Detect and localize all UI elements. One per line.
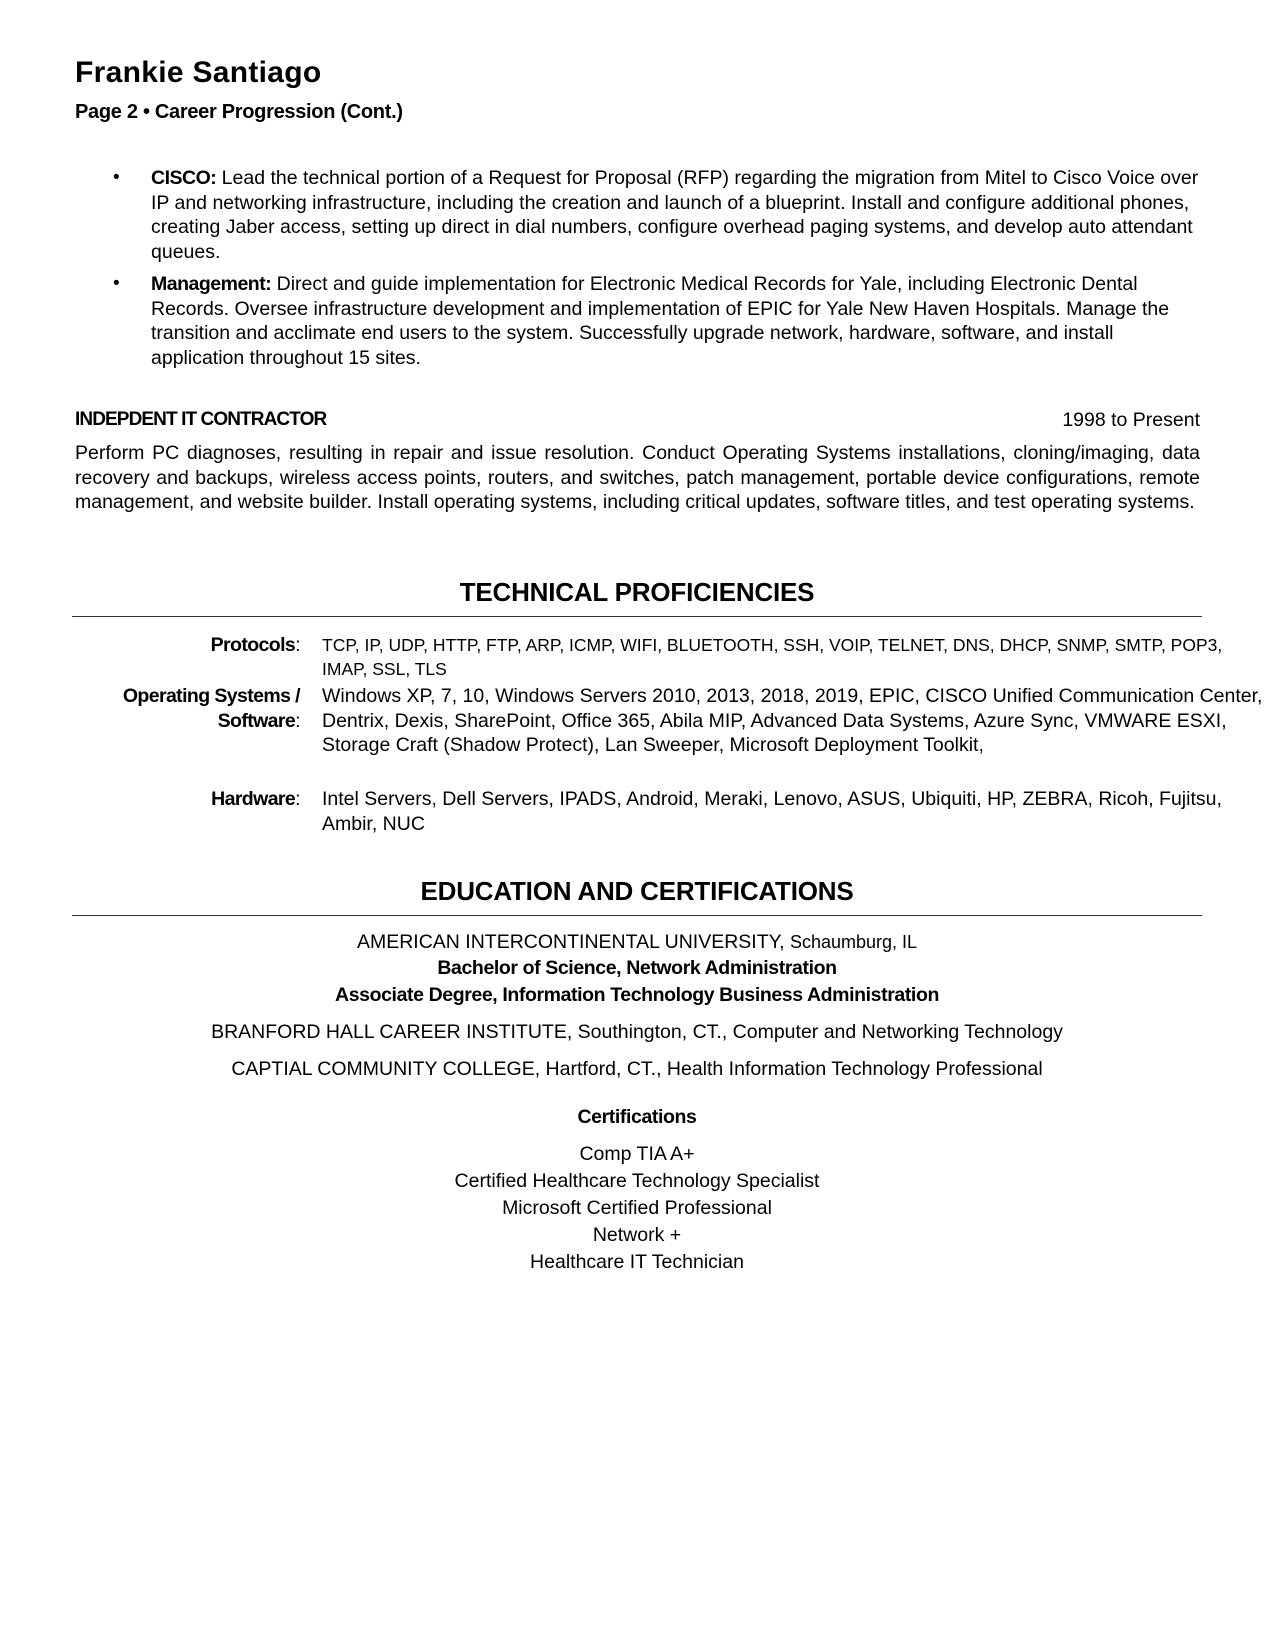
hardware-label: Hardware: xyxy=(211,788,300,810)
certification-item: Microsoft Certified Professional xyxy=(502,1197,772,1219)
career-bullets xyxy=(75,166,1205,378)
certifications-heading: Certifications xyxy=(577,1106,697,1128)
os-software-label: Operating Systems / Software: xyxy=(122,685,300,732)
hardware-value: Intel Servers, Dell Servers, IPADS, Android, Meraki, Lenovo, ASUS, Ubiquiti, HP, ZEBRA, Ricoh, Fujitsu, Ambir, NUC xyxy=(322,788,1222,835)
os-software-value: Windows XP, 7, 10, Windows Servers 2010, 2013, 2018, 2019, EPIC, CISCO Unified Communication Center, Dentrix, Dexis, SharePoint, Office 365, Abila MIP, Advanced Data Systems, Azure Sync, VMWARE ESXI, Storage Craft (Shadow Protect), Lan Sweeper, Microsoft Deployment Toolkit, xyxy=(322,685,1263,756)
certification-item: Comp TIA A+ xyxy=(579,1143,695,1165)
bullet-text: Lead the technical portion of a Request for Proposal (RFP) regarding the migration from Mitel to Cisco Voice over IP and networking infrastructure, including the creation and launch of a blueprint. Install and configure additional phones, creating Jaber access, setting up direct in dial numbers, configure overhead paging systems, and develop auto attendant queues. xyxy=(151,167,1199,263)
certification-item: Network + xyxy=(592,1224,682,1246)
education-heading: EDUCATION AND CERTIFICATIONS xyxy=(420,876,854,906)
protocols-label: Protocols: xyxy=(210,634,300,656)
certification-item: Healthcare IT Technician xyxy=(530,1251,744,1273)
certification-item: Certified Healthcare Technology Specialist xyxy=(454,1170,820,1192)
page-subtitle: Page 2 • Career Progression (Cont.) xyxy=(75,101,403,123)
technical-heading: TECHNICAL PROFICIENCIES xyxy=(459,577,815,607)
job-title: INDEPDENT IT CONTRACTOR xyxy=(75,409,327,430)
bullet-label: CISCO: xyxy=(151,167,217,189)
school-capital: CAPTIAL COMMUNITY COLLEGE, Hartford, CT., Health Information Technology Professional xyxy=(231,1058,1043,1080)
job-header xyxy=(75,409,1200,435)
degree-bachelor: Bachelor of Science, Network Administration xyxy=(437,957,837,979)
job-description: Perform PC diagnoses, resulting in repair and issue resolution. Conduct Operating Systems installations, cloning/imaging, data recovery and backups, wireless access points, routers, and switches, patch management, portable device configurations, remote management, and website builder. Install operating systems, including critical updates, software titles, and test operating systems. xyxy=(75,442,1200,513)
aiu-line xyxy=(72,931,1202,954)
school-name: AMERICAN INTERCONTINENTAL UNIVERSITY, xyxy=(356,931,785,953)
candidate-name: Frankie Santiago xyxy=(75,56,322,89)
section-divider xyxy=(72,616,1202,617)
school-branford: BRANFORD HALL CAREER INSTITUTE, Southington, CT., Computer and Networking Technology xyxy=(211,1021,1063,1043)
job-dates: 1998 to Present xyxy=(1062,409,1200,431)
bullet-icon: • xyxy=(113,167,120,188)
degree-associate: Associate Degree, Information Technology Business Administration xyxy=(335,984,939,1006)
section-divider xyxy=(72,915,1202,916)
bullet-management xyxy=(75,272,1205,370)
bullet-icon: • xyxy=(113,273,120,294)
school-location: Schaumburg, IL xyxy=(789,932,918,952)
bullet-label: Management: xyxy=(151,273,272,295)
protocols-value: TCP, IP, UDP, HTTP, FTP, ARP, ICMP, WIFI, BLUETOOTH, SSH, VOIP, TELNET, DNS, DHCP, SNMP, SMTP, POP3, IMAP, SSL, TLS xyxy=(322,635,1223,679)
bullet-text: Direct and guide implementation for Electronic Medical Records for Yale, including Electronic Dental Records. Oversee infrastructure development and implementation of EPIC for Yale New Haven Hospitals. Manage the transition and acclimate end users to the system. Successfully upgrade network, hardware, software, and install application throughout 15 sites. xyxy=(151,273,1170,369)
bullet-cisco xyxy=(75,166,1205,264)
